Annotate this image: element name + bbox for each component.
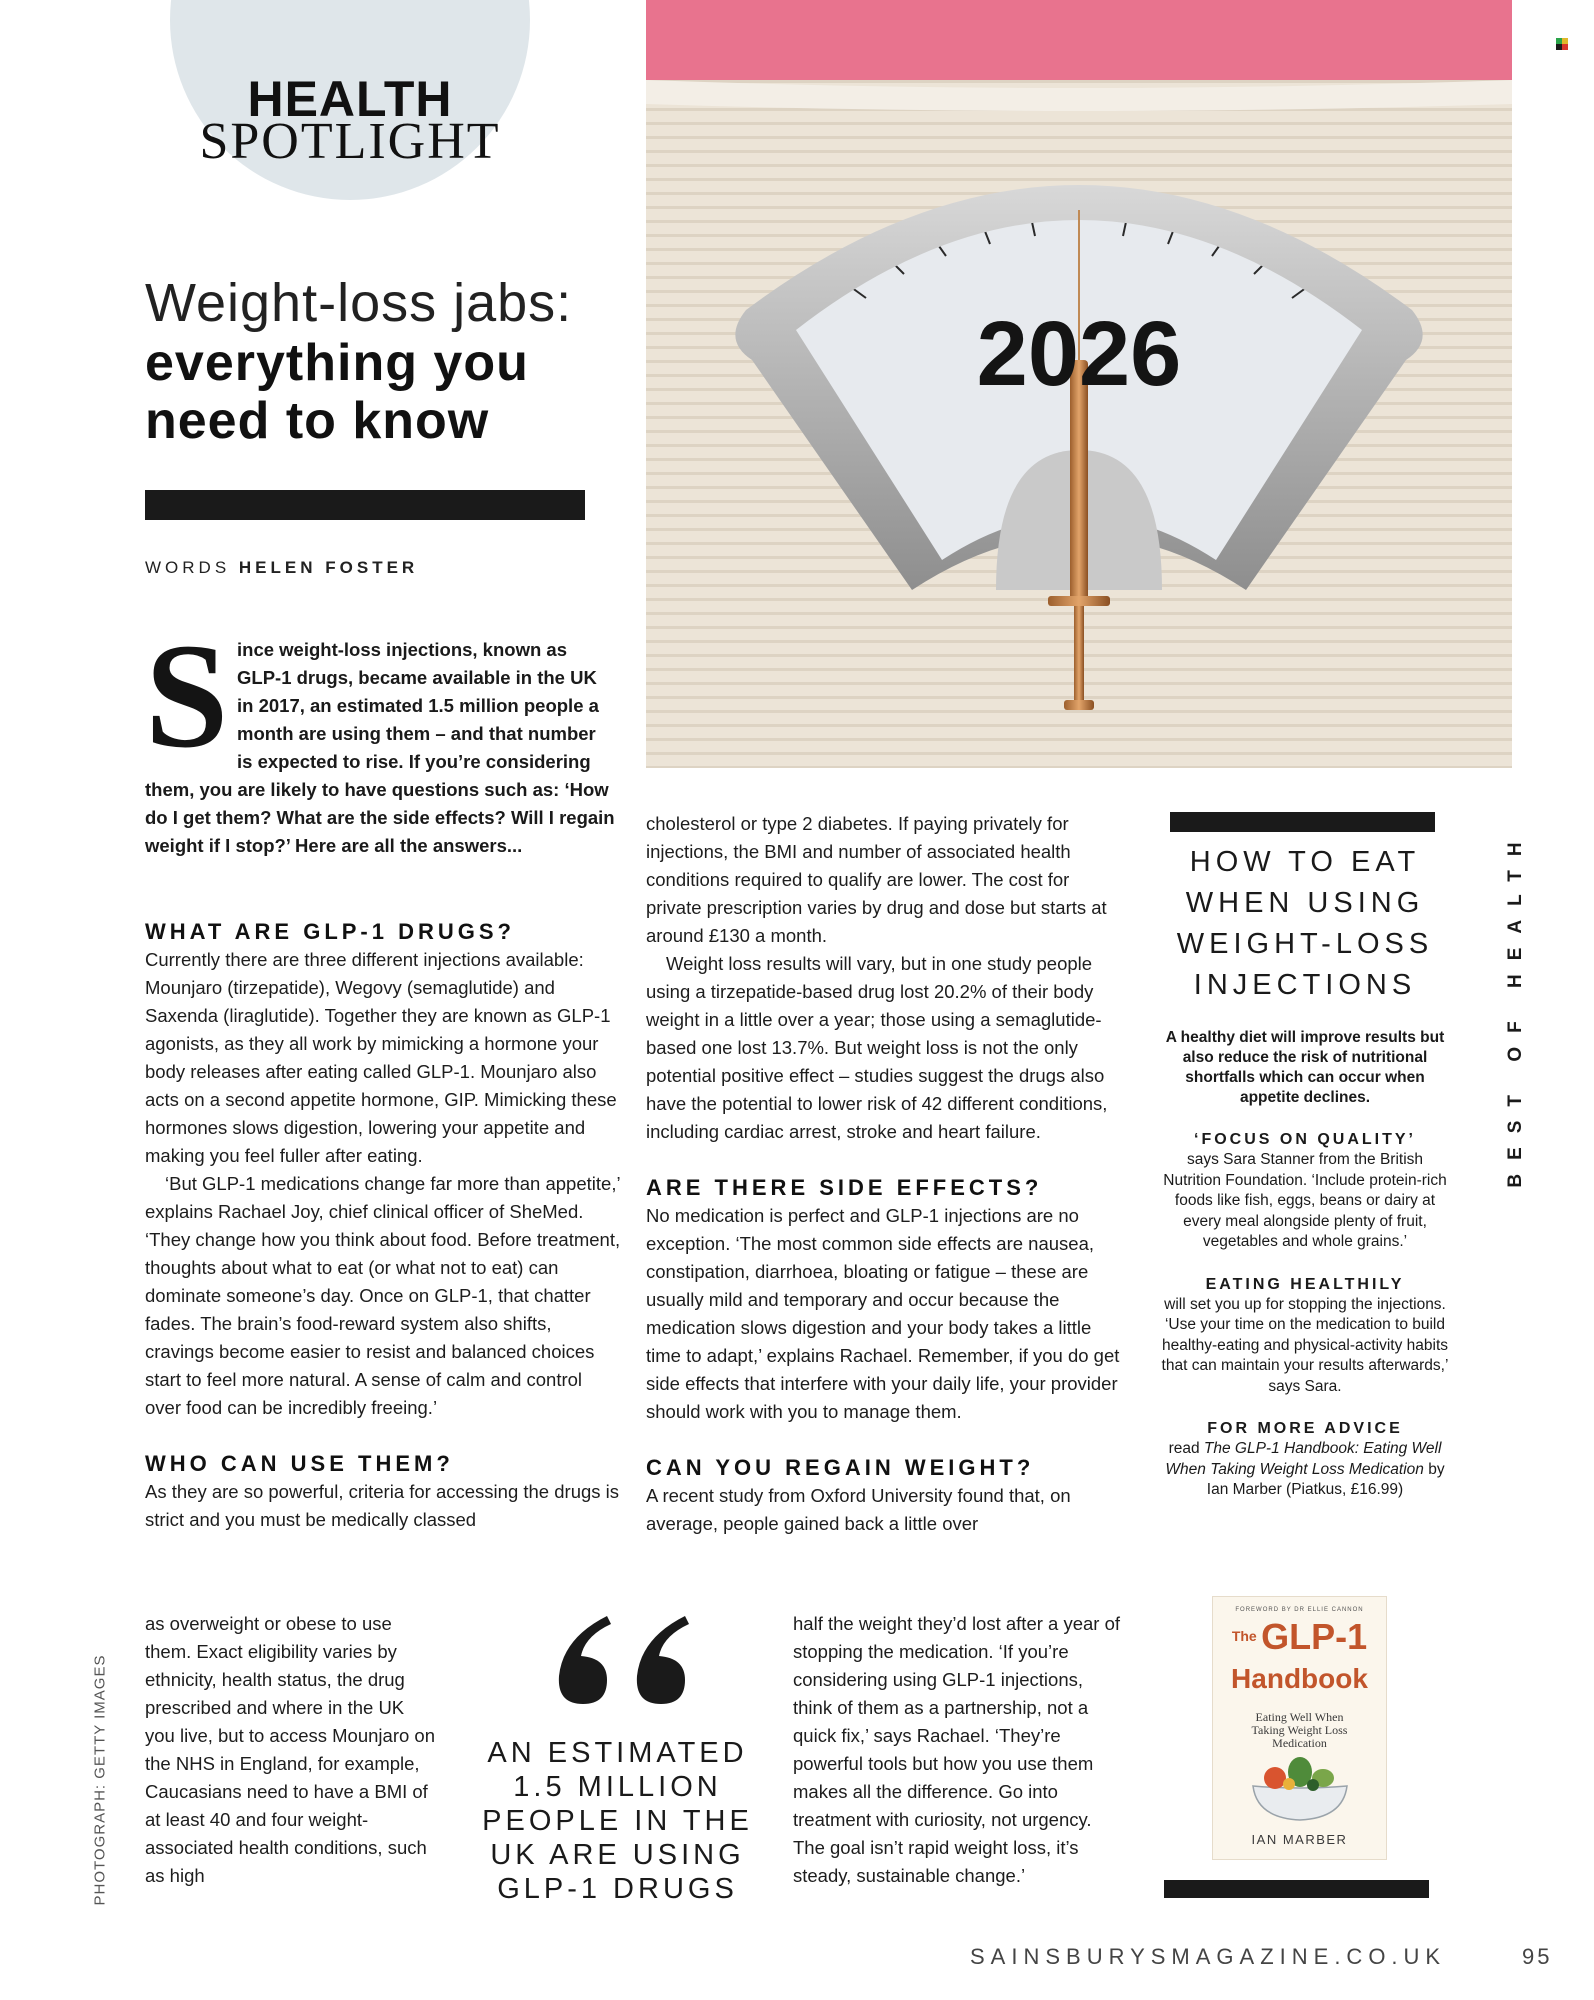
col1-paragraph-2: ‘But GLP-1 medications change far more than appetite,’ explains Rachael Joy, chief clinical officer of SheMed. ‘They change how you think about food. Before treatment, thoughts about what to eat (or what not to eat) can dominate someone’s day. Once on GLP-1, that chatter fades. The brain’s food-reward system also shifts, cravings become easier to resist and balanced choices start to feel more natural. A sense of calm and control over food can be incredibly freeing.’ — [145, 1173, 621, 1418]
photo-credit-text: PHOTOGRAPH: GETTY IMAGES — [91, 1654, 109, 1906]
sidebar-heading-advice: FOR MORE ADVICE — [1207, 1420, 1403, 1437]
byline-author: HELEN FOSTER — [238, 558, 419, 577]
vegetable-bowl-icon — [1245, 1756, 1355, 1826]
col2-paragraph-4-full: A recent study from Oxford University found that, on average, people gained back a little over — [646, 1485, 1071, 1534]
intro-text: ince weight-loss injections, known as GLP-1 drugs, became available in the UK in 2017, an estimated 1.5 million people a month are using them – and that number is expected to rise. If you’re considering them, you are likely to have questions such as: ‘How do I get them? What are the side effects? Will I regain weight if I stop?’ Here are all the answers... — [145, 639, 615, 856]
col1-paragraph-3-narrow: as overweight or obese to use them. Exact eligibility varies by ethnicity, health status, the drug prescribed and where in the UK you live, but to access Mounjaro on the NHS in England, for example, Caucasians need to have a BMI of at least 40 and four weight-associated health conditions, such as high — [145, 1613, 435, 1886]
column-2 — [646, 810, 1122, 1538]
headline-light: Weight-loss jabs: — [145, 273, 573, 333]
book-foreword: FOREWORD BY DR ELLIE CANNON — [1235, 1607, 1364, 1613]
book-subtitle-line1: Eating Well When — [1255, 1710, 1344, 1724]
book-title-handbook: Handbook — [1231, 1663, 1368, 1694]
col2-paragraph-1: cholesterol or type 2 diabetes. If paying privately for injections, the BMI and number of associated health conditions required to qualify are lower. The cost for private prescription varies by drug and dose but starts at around £130 a month. — [646, 813, 1107, 946]
col2-paragraph-3: No medication is perfect and GLP-1 injections are no exception. ‘The most common side effects are nausea, constipation, diarrhoea, bloating or fatigue – these are usually mild and temporary and occur because the medication slows digestion and your body takes a little time to adapt,’ explains Rachael. Remember, if you do get side effects that interfere with your daily life, your provider should work with you to manage them. — [646, 1205, 1120, 1422]
sidebar-text-advice — [1160, 1439, 1450, 1501]
sidebar-bottom-rule — [1164, 1880, 1429, 1898]
photo-credit — [88, 1650, 112, 1910]
byline — [145, 558, 418, 578]
scale-illustration — [646, 0, 1512, 768]
advice-book-title: The GLP-1 Handbook: Eating Well When Taking Weight Loss Medication — [1165, 1440, 1442, 1478]
headline-bold-line2: need to know — [145, 392, 490, 450]
badge-spotlight-text: SPOTLIGHT — [199, 113, 501, 170]
column-1-narrow — [145, 1610, 437, 1890]
advice-post: by Ian Marber (Piatkus, £16.99) — [1206, 1460, 1445, 1498]
pull-quote: AN ESTIMATED 1.5 MILLION PEOPLE IN THE UK ARE USING GLP-1 DRUGS — [482, 1737, 753, 1905]
book-subtitle — [1213, 1711, 1386, 1750]
col2-paragraph-2: Weight loss results will vary, but in one study people using a tirzepatide-based drug lost 20.2% of their body weight in a little over a year; those using a semaglutide-based one lost 13.7%. But weight loss is not the only potential positive effect – studies suggest the drugs also have the potential to lower risk of 42 different conditions, including cardiac arrest, stroke and heart failure. — [646, 953, 1108, 1142]
best-of-health-tag — [1504, 828, 1528, 1188]
intro-paragraph — [145, 613, 615, 860]
footer-site: SAINSBURYSMAGAZINE.CO.UK — [970, 1944, 1447, 1969]
col2-paragraph-4-narrow: half the weight they’d lost after a year of stopping the medication. ‘If you’re considering using GLP-1 injections, think of them as a partnership, not a quick fix,’ says Rachael. ‘They’re powerful tools but how you use them makes all the difference. Go into treatment with curiosity, not urgency. The goal isn’t rapid weight loss, it’s steady, sustainable change.’ — [793, 1613, 1121, 1886]
book-subtitle-line2: Taking Weight Loss — [1251, 1723, 1348, 1737]
drop-cap: S — [145, 613, 229, 779]
sidebar-intro: A healthy diet will improve results but also reduce the risk of nutritional shortfalls which can occur when appetite declines. — [1165, 1029, 1445, 1106]
sidebar-heading-eating: EATING HEALTHILY — [1205, 1275, 1405, 1293]
scale-photo — [646, 0, 1512, 768]
color-registration-icon — [1556, 38, 1568, 50]
book-author: IAN MARBER — [1251, 1832, 1348, 1847]
pink-top-band — [646, 0, 1512, 80]
badge-health-text: HEALTH — [247, 71, 453, 127]
heading-who-can-use: WHO CAN USE THEM? — [145, 1451, 454, 1476]
book-title — [1213, 1616, 1386, 1701]
book-cover — [1212, 1596, 1387, 1860]
heading-regain-weight: CAN YOU REGAIN WEIGHT? — [646, 1455, 1035, 1480]
sidebar-heading-quality: ‘FOCUS ON QUALITY’ — [1194, 1131, 1416, 1148]
book-subtitle-line3: Medication — [1272, 1736, 1327, 1750]
column-1 — [145, 918, 621, 1534]
sidebar-text-quality: says Sara Stanner from the British Nutrition Foundation. ‘Include protein-rich foods like fish, eggs, beans or dairy at every meal alongside plenty of fruit, vegetables and whole grains.’ — [1163, 1151, 1447, 1250]
advice-pre: read — [1168, 1440, 1204, 1457]
column-2-narrow — [793, 1610, 1123, 1890]
sidebar-title: HOW TO EAT WHEN USING WEIGHT-LOSS INJECTIONS — [1176, 846, 1434, 1001]
col1-paragraph-1: Currently there are three different injections available: Mounjaro (tirzepatide), Wegovy (semaglutide) and Saxenda (liraglutide). Together they are known as GLP-1 agonists, as they all work by mimicking a hormone your body releases after eating called GLP-1. Mounjaro also acts on a second appetite hormone, GIP. Mimicking these hormones slows digestion, lowering your appetite and making you feel fuller after eating. — [145, 949, 617, 1166]
page-number: 95 — [1522, 1944, 1553, 1969]
col1-paragraph-3-full: As they are so powerful, criteria for accessing the drugs is strict and you must be medically classed — [145, 1481, 620, 1530]
sidebar — [1160, 812, 1450, 1501]
quote-mark-icon — [545, 1608, 695, 1708]
best-of-health-text: BEST OF HEALTH — [1505, 828, 1526, 1188]
headline-bold — [145, 334, 645, 450]
headline-bold-line1: everything you — [145, 334, 529, 392]
dial-year: 2026 — [976, 303, 1182, 405]
book-title-glp: GLP-1 — [1261, 1616, 1368, 1657]
headline-rule — [145, 490, 585, 520]
byline-label: WORDS — [145, 558, 231, 577]
heading-what-are-glp1: WHAT ARE GLP-1 DRUGS? — [145, 919, 515, 944]
sidebar-text-eating: will set you up for stopping the injections. ‘Use your time on the medication to build healthy-eating and physical-activity habits that can maintain your results afterwards,’ says Sara. — [1161, 1295, 1449, 1395]
book-title-the: The — [1231, 1628, 1257, 1644]
heading-side-effects: ARE THERE SIDE EFFECTS? — [646, 1175, 1043, 1200]
